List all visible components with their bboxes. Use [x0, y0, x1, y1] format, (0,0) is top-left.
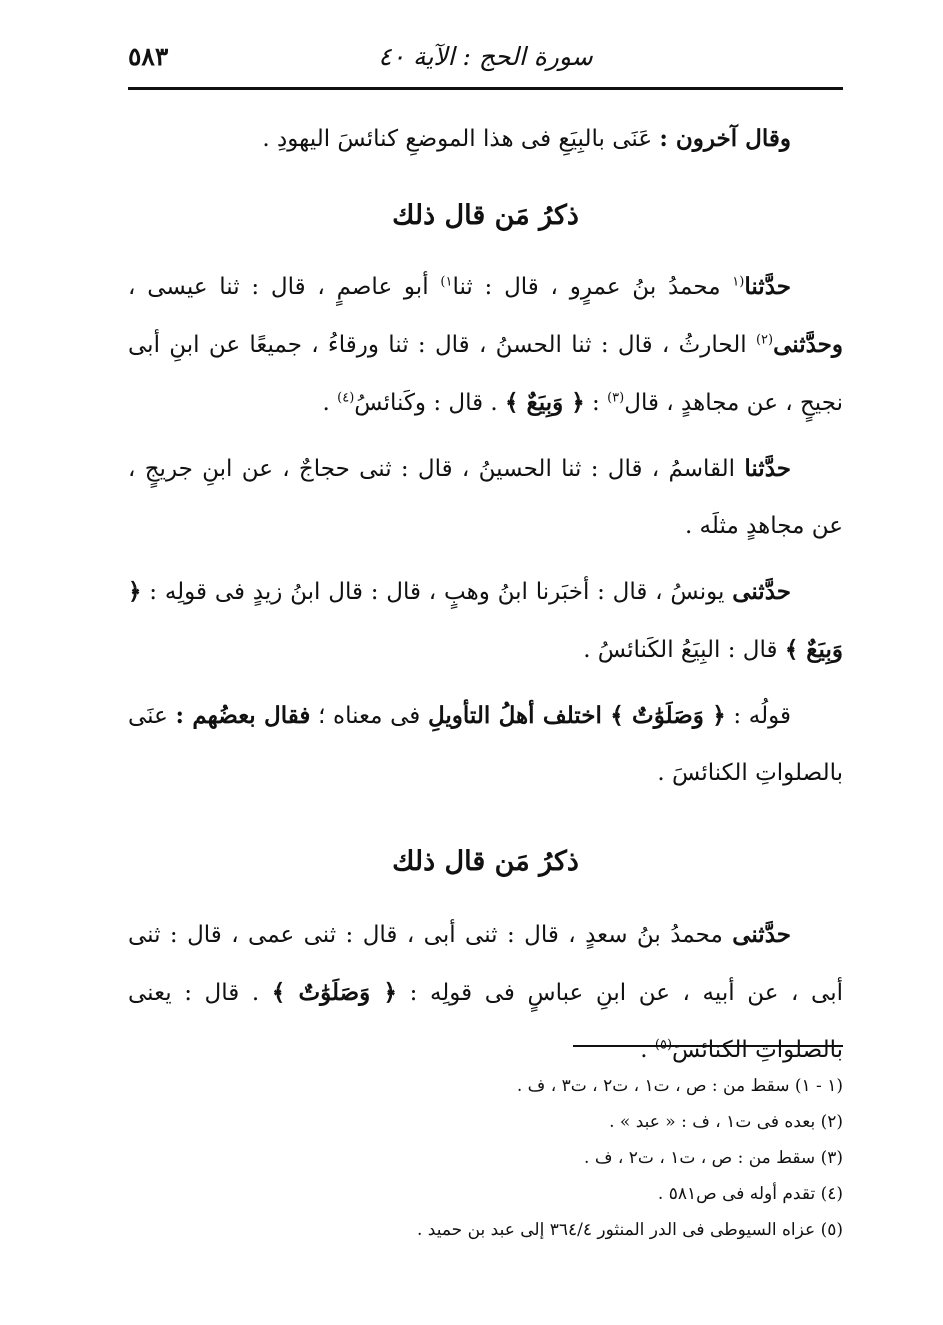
paragraph-text: القاسمُ ، قال : ثنا الحسينُ ، قال : ثنى حجاجٌ ، عن ابنِ جريجٍ ، عن مجاهدٍ مثلَه .: [128, 456, 843, 539]
paragraph-text: قولُه :: [725, 703, 791, 729]
paragraph-1: [128, 110, 843, 168]
footnote-marker: (٣): [607, 390, 625, 406]
page-header: [128, 34, 843, 84]
paragraph-6: [128, 906, 843, 1079]
paragraph-text: أبو عاصمٍ ، قال : ثنا عيسى ،: [128, 274, 441, 300]
paragraph-lead: حدَّثنا: [744, 273, 791, 300]
paragraph-text: .: [640, 1037, 655, 1063]
footnote: (٤) تقدم أوله فى ص٥٨١ .: [657, 1184, 843, 1204]
page-number: ٥٨٣: [128, 42, 169, 71]
footnote: (٣) سقط من : ص ، ت١ ، ت٢ ، ف .: [584, 1148, 843, 1168]
paragraph-emphasis: اختلف أهلُ التأويلِ: [427, 702, 611, 729]
running-title: سورة الحج : الآية ٤٠: [378, 42, 593, 71]
main-text: [128, 110, 843, 1087]
footnote-marker: (٤): [337, 390, 355, 406]
section-heading: ذكرُ مَن قال ذلك: [392, 846, 579, 877]
footnote: (٥) عزاه السيوطى فى الدر المنثور ٣٦٤/٤ إلى عبد بن حميد .: [416, 1220, 843, 1240]
paragraph-text: محمدُ بنُ عمرٍو ، قال : ثنا: [452, 274, 733, 300]
paragraph-text: قال : البِيَعُ الكَنائسُ .: [583, 637, 785, 663]
paragraph-text: عَنَى بالبِيَعِ فى هذا الموضعِ كنائسَ اليهودِ .: [262, 126, 660, 152]
section-heading: ذكرُ مَن قال ذلك: [392, 200, 579, 231]
paragraph-5: [128, 687, 843, 802]
footnote-marker: (١: [732, 274, 745, 290]
paragraph-text: . قال : وكَنائسُ: [354, 390, 506, 416]
paragraph-text: الحارثُ ، قال : ثنا الحسنُ ، قال : ثنا ورقاءُ ، جميعًا عن ابنِ أبى نجيحٍ ، عن مجاهدٍ ، قال: [128, 332, 843, 416]
paragraph-text: محمدُ بنُ سعدٍ ، قال : ثنى أبى ، قال : ثنى عمى ، قال : ثنى أبى ، عن أبيه ، عن ابنِ عباسٍ فى قولِه :: [128, 922, 843, 1006]
footnote-marker: ١): [440, 274, 453, 290]
footnote: (٢) بعده فى ت١ ، ف : « عبد » .: [609, 1112, 843, 1132]
footnote-marker: (٥): [654, 1037, 673, 1053]
paragraph-text: يونسُ ، قال : أخبَرنا ابنُ وهبٍ ، قال : قال ابنُ زيدٍ فى قولِه :: [141, 579, 733, 605]
paragraph-lead: حدَّثنا: [744, 455, 791, 482]
paragraph-text: .: [322, 390, 338, 416]
paragraph-3: [128, 440, 843, 555]
paragraph-lead: حدَّثنى: [732, 578, 791, 605]
header-divider: [128, 87, 843, 90]
footnote-marker: (٢): [755, 332, 774, 348]
quran-quote: ﴿ وَصَلَوَٰتٌ ﴾: [271, 979, 398, 1006]
paragraph-2: [128, 258, 843, 432]
footnote-divider: [573, 1045, 843, 1047]
quran-quote: ﴿ وَبِيَعٌ ﴾: [505, 389, 585, 416]
paragraph-lead: حدَّثنى: [732, 921, 791, 948]
quran-quote: ﴿ وَبِيَعٌ ﴾: [128, 578, 843, 663]
paragraph-text: عنَى بالصلواتِ الكنائسَ .: [128, 703, 843, 786]
quran-quote: ﴿ وَصَلَوَٰتٌ ﴾: [610, 702, 726, 729]
paragraph-4: [128, 563, 843, 679]
paragraph-lead: وقال آخرون :: [659, 125, 791, 152]
paragraph-emphasis: فقال بعضُهم :: [175, 702, 311, 729]
paragraph-lead: وحدَّثنى: [773, 331, 843, 358]
paragraph-text: . قال : يعنى بالصلواتِ الكنائسَ: [128, 980, 843, 1063]
footnotes: [128, 1068, 843, 1248]
paragraph-text: :: [584, 390, 608, 416]
paragraph-text: فى معناه ؛: [310, 703, 428, 729]
footnote: (١ - ١) سقط من : ص ، ت١ ، ت٢ ، ت٣ ، ف .: [516, 1076, 843, 1096]
